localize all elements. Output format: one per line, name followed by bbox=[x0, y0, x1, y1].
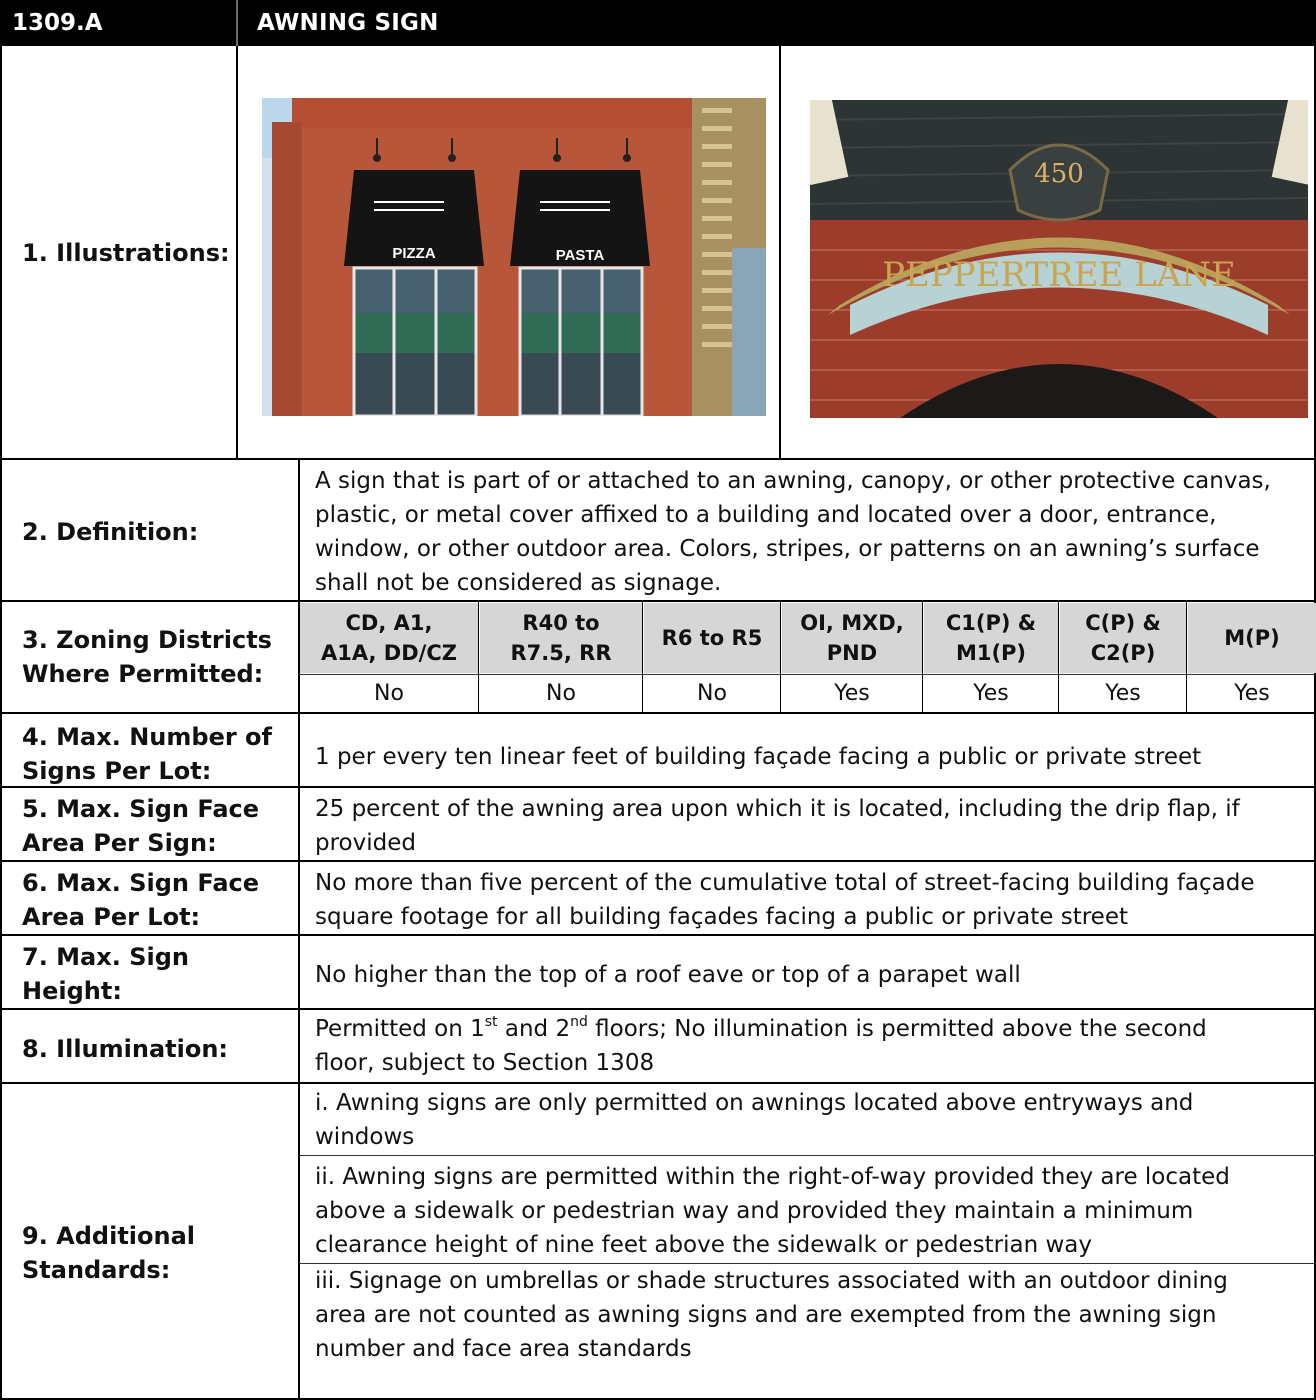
divider bbox=[779, 46, 781, 458]
divider bbox=[236, 46, 238, 458]
max-area-sign-label bbox=[22, 792, 259, 860]
text-line: ii. Awning signs are permitted within the right-of-way provided they are located bbox=[315, 1164, 1230, 1190]
text-line: clearance height of nine feet above the sidewalk or pedestrian way bbox=[315, 1232, 1092, 1258]
divider bbox=[2, 786, 1316, 788]
zoning-header-line: R6 to R5 bbox=[661, 626, 763, 650]
divider bbox=[2, 458, 1316, 460]
label-line: Standards: bbox=[22, 1256, 171, 1284]
text-line: 25 percent of the awning area upon which it is located, including the drip flap, if bbox=[315, 796, 1240, 822]
max-number-label bbox=[22, 720, 272, 788]
definition-label: 2. Definition: bbox=[22, 518, 199, 546]
zoning-header-c1p bbox=[924, 603, 1058, 673]
zoning-header-line: M1(P) bbox=[955, 641, 1027, 665]
zoning-header-line: PND bbox=[826, 641, 878, 665]
max-area-sign-text bbox=[315, 792, 1240, 860]
text-line: No more than five percent of the cumulative total of street-facing building façade bbox=[315, 870, 1255, 896]
text-line: iii. Signage on umbrellas or shade structures associated with an outdoor dining bbox=[315, 1268, 1228, 1294]
max-height-text: No higher than the top of a roof eave or top of a parapet wall bbox=[315, 962, 1021, 988]
illustrations-label: 1. Illustrations: bbox=[22, 239, 230, 267]
label-line: 9. Additional bbox=[22, 1222, 196, 1250]
label-line: 4. Max. Number of bbox=[22, 723, 272, 751]
divider bbox=[642, 601, 643, 712]
definition-line: plastic, or metal cover affixed to a building and located over a door, entrance, bbox=[315, 502, 1217, 528]
zoning-header-line: C1(P) & bbox=[945, 611, 1037, 635]
zoning-header-line: C(P) & bbox=[1085, 611, 1161, 635]
text-line: provided bbox=[315, 830, 416, 856]
awning-photo-canopy bbox=[810, 100, 1308, 418]
zoning-value: Yes bbox=[973, 680, 1009, 706]
divider bbox=[780, 601, 781, 712]
zoning-header-line: A1A, DD/CZ bbox=[321, 641, 457, 665]
additional-standards-label bbox=[22, 1219, 195, 1287]
additional-item-2 bbox=[315, 1160, 1230, 1262]
zoning-value: Yes bbox=[834, 680, 870, 706]
illumination-text bbox=[315, 1012, 1207, 1080]
section-header-bar bbox=[2, 0, 1316, 46]
text-line: windows bbox=[315, 1124, 415, 1150]
divider bbox=[299, 1155, 1316, 1156]
zoning-header-line: OI, MXD, bbox=[800, 611, 904, 635]
text-line: area are not counted as awning signs and are exempted from the awning sign bbox=[315, 1302, 1217, 1328]
zoning-header-cp bbox=[1060, 603, 1186, 673]
awning-photo-restaurant bbox=[262, 98, 766, 416]
zoning-header-line: C2(P) bbox=[1090, 641, 1156, 665]
zoning-header-r40 bbox=[480, 603, 642, 673]
zoning-header-mp bbox=[1188, 603, 1316, 673]
max-number-text: 1 per every ten linear feet of building façade facing a public or private street bbox=[315, 744, 1202, 770]
zoning-value: No bbox=[374, 680, 404, 706]
section-code: 1309.A bbox=[12, 10, 103, 36]
divider bbox=[922, 601, 923, 712]
divider bbox=[1186, 601, 1187, 712]
definition-line: shall not be considered as signage. bbox=[315, 570, 722, 596]
divider bbox=[478, 601, 479, 712]
max-height-label bbox=[22, 940, 189, 1008]
definition-line: window, or other outdoor area. Colors, stripes, or patterns on an awning’s surface bbox=[315, 536, 1260, 562]
zoning-label-line: Where Permitted: bbox=[22, 660, 264, 688]
definition-text bbox=[315, 464, 1271, 600]
text-line: above a sidewalk or pedestrian way and provided they maintain a minimum bbox=[315, 1198, 1194, 1224]
text-line: i. Awning signs are only permitted on awnings located above entryways and bbox=[315, 1090, 1194, 1116]
section-title: AWNING SIGN bbox=[257, 10, 439, 36]
zoning-header-line: M(P) bbox=[1224, 626, 1280, 650]
zoning-header-line: R40 to bbox=[522, 611, 600, 635]
superscript: st bbox=[484, 1014, 498, 1031]
awning-text-right: PASTA bbox=[555, 247, 605, 264]
label-line: 7. Max. Sign bbox=[22, 943, 189, 971]
zoning-header-r6 bbox=[644, 603, 780, 673]
divider bbox=[2, 934, 1316, 936]
label-line: 6. Max. Sign Face bbox=[22, 869, 260, 897]
zoning-value: Yes bbox=[1105, 680, 1141, 706]
definition-line: A sign that is part of or attached to an awning, canopy, or other protective canvas, bbox=[315, 468, 1271, 494]
divider bbox=[2, 860, 1316, 862]
zoning-header-line: R7.5, RR bbox=[510, 641, 612, 665]
zoning-header-oi bbox=[782, 603, 922, 673]
text-line: floor, subject to Section 1308 bbox=[315, 1050, 655, 1076]
text-fragment: Permitted on 1 bbox=[315, 1016, 485, 1042]
superscript: nd bbox=[570, 1014, 588, 1031]
canopy-number: 450 bbox=[1034, 159, 1084, 189]
zoning-label-line: 3. Zoning Districts bbox=[22, 626, 272, 654]
awning-text-left: PIZZA bbox=[392, 245, 436, 262]
max-area-lot-text bbox=[315, 866, 1255, 934]
divider bbox=[2, 712, 1316, 714]
label-line: Area Per Sign: bbox=[22, 829, 217, 857]
zoning-value: No bbox=[546, 680, 576, 706]
label-line: 5. Max. Sign Face bbox=[22, 795, 260, 823]
divider bbox=[1058, 601, 1059, 712]
zoning-header-line: CD, A1, bbox=[345, 611, 433, 635]
text-line bbox=[315, 1012, 1207, 1046]
divider bbox=[299, 674, 1316, 675]
canopy-sign-text: PEPPERTREE LANE bbox=[882, 255, 1236, 295]
text-line: square footage for all building façades facing a public or private street bbox=[315, 904, 1128, 930]
header-divider bbox=[236, 0, 238, 46]
label-line: Area Per Lot: bbox=[22, 903, 201, 931]
text-fragment: floors; No illumination is permitted above the second bbox=[587, 1016, 1207, 1042]
divider bbox=[2, 600, 1316, 602]
zoning-label bbox=[22, 623, 272, 691]
additional-item-1 bbox=[315, 1086, 1193, 1154]
illumination-label: 8. Illumination: bbox=[22, 1035, 229, 1063]
max-area-lot-label bbox=[22, 866, 259, 934]
divider bbox=[2, 1082, 1316, 1084]
text-line: number and face area standards bbox=[315, 1336, 692, 1362]
divider bbox=[2, 1008, 1316, 1010]
zoning-value: Yes bbox=[1234, 680, 1270, 706]
text-fragment: and 2 bbox=[497, 1016, 571, 1042]
label-line: Signs Per Lot: bbox=[22, 757, 212, 785]
zoning-header-cd bbox=[300, 603, 478, 673]
additional-item-3 bbox=[315, 1264, 1228, 1366]
zoning-value: No bbox=[697, 680, 727, 706]
label-line: Height: bbox=[22, 977, 122, 1005]
